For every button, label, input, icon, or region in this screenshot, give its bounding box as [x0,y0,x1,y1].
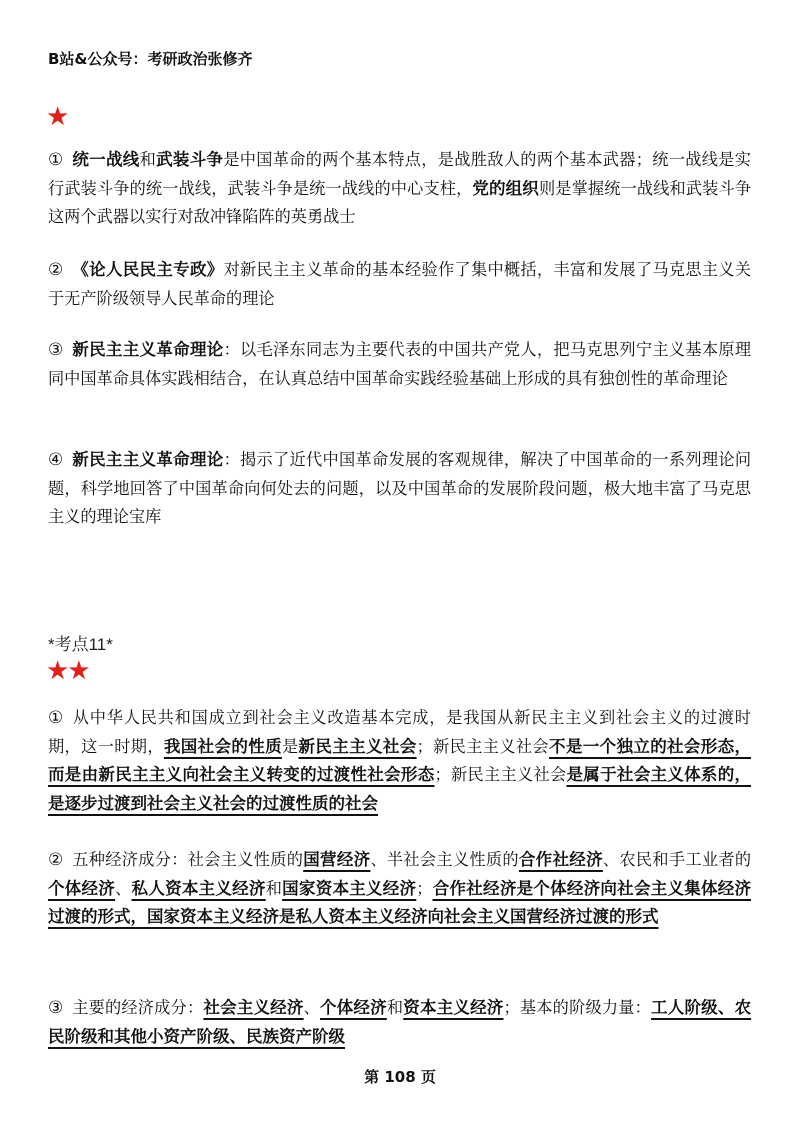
point-number: ③ [48,340,64,360]
point-number: ③ [48,998,64,1018]
section2-point-3: ③ 主要的经济成分：社会主义经济、个体经济和资本主义经济；基本的阶级力量：工人阶级、农民阶级和其他小资产阶级、民族资产阶级 [48,994,751,1051]
point-number: ② [48,850,64,870]
section-title: *考点11* [48,635,113,654]
section2-point-2: ② 五种经济成分：社会主义性质的国营经济、半社会主义性质的合作社经济、农民和手工业者的个体经济、私人资本主义经济和国家资本主义经济；合作社经济是个体经济向社会主义集体经济过渡的形式，国家资本主义经济是私人资本主义经济向社会主义国营经济过渡的形式 [48,846,751,932]
section2-point-1: ① 从中华人民共和国成立到社会主义改造基本完成，是我国从新民主主义到社会主义的过渡时期，这一时期，我国社会的性质是新民主主义社会；新民主主义社会不是一个独立的社会形态，而是由新民主主义向社会主义转变的过渡性社会形态；新民主主义社会是属于社会主义体系的，是逐步过渡到社会主义社会的过渡性质的社会 [48,704,751,818]
section1-point-4: ④ 新民主主义革命理论：揭示了近代中国革命发展的客观规律，解决了中国革命的一系列理论问题，科学地回答了中国革命向何处去的问题，以及中国革命的发展阶段问题，极大地丰富了马克思主义的理论宝库 [48,446,751,532]
point-number: ④ [48,450,64,470]
importance-stars-1: ★ [46,102,68,132]
point-number: ① [48,150,64,170]
section1-point-1: ① 统一战线和武装斗争是中国革命的两个基本特点，是战胜敌人的两个基本武器；统一战线是实行武装斗争的统一战线，武装斗争是统一战线的中心支柱，党的组织则是掌握统一战线和武装斗争这两个武器以实行对敌冲锋陷阵的英勇战士 [48,146,751,232]
point-number: ② [48,260,64,280]
point-number: ① [48,708,64,728]
section1-point-3: ③ 新民主主义革命理论：以毛泽东同志为主要代表的中国共产党人，把马克思列宁主义基本原理同中国革命具体实践相结合，在认真总结中国革命实践经验基础上形成的具有独创性的革命理论 [48,336,751,393]
section1-point-2: ② 《论人民民主专政》对新民主主义革命的基本经验作了集中概括，丰富和发展了马克思主义关于无产阶级领导人民革命的理论 [48,256,751,313]
importance-stars-2: ★★ [46,656,89,686]
page-number: 第 108 页 [364,1068,436,1086]
page-header: B站&公众号：考研政治张修齐 [48,50,253,68]
